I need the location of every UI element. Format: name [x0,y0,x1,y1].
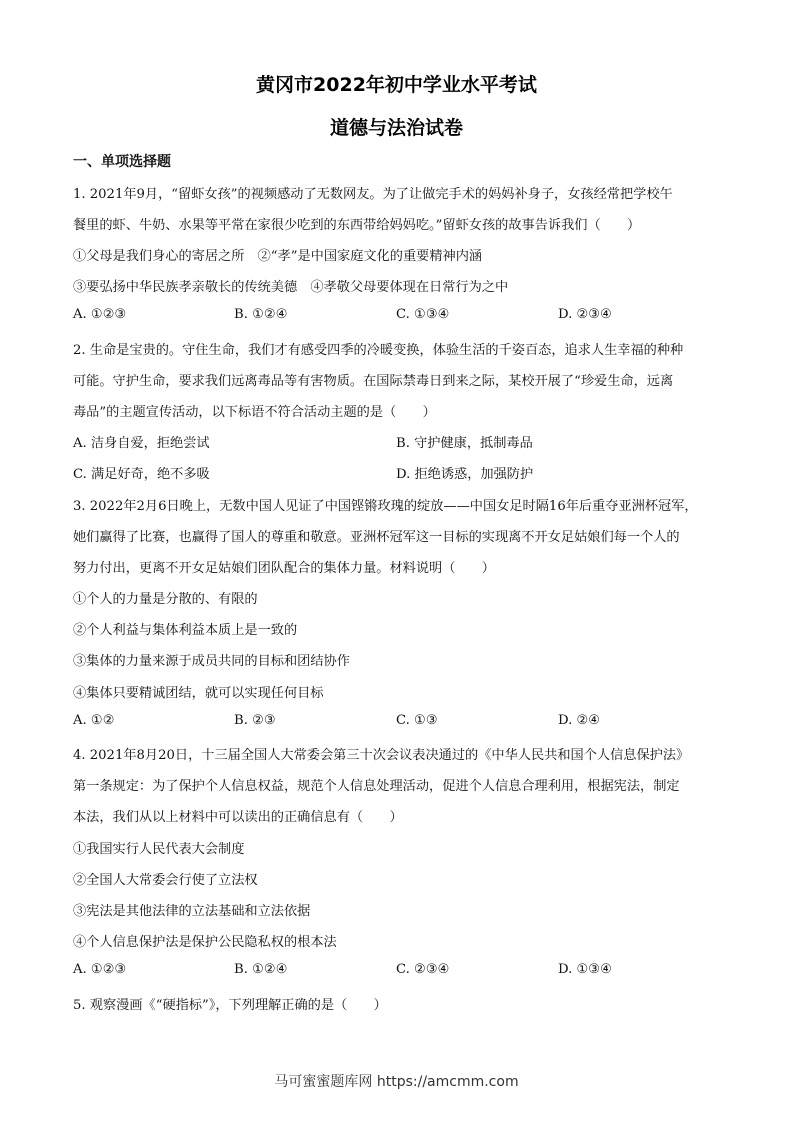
question-3-option-a: A. ①② [73,713,115,728]
question-1-item-line: ①父母是我们身心的寄居之所 ②“孝”是中国家庭文化的重要精神内涵 [73,249,483,264]
exam-subtitle: 道德与法治试卷 [329,117,463,139]
question-4-item-line: ④个人信息保护法是保护公民隐私权的根本法 [73,935,337,950]
question-1-stem-line: 餐里的虾、牛奶、水果等平常在家很少吃到的东西带给妈妈吃。”留虾女孩的故事告诉我们（ ） [73,218,641,233]
question-3-item-line: ②个人利益与集体利益本质上是一致的 [73,623,298,638]
question-4-option-c: C. ②③④ [396,962,450,977]
question-1-option-b: B. ①②④ [234,307,288,322]
question-1-item-line: ③要弘扬中华民族孝亲敬长的传统美德 ④孝敬父母要体现在日常行为之中 [73,280,509,295]
question-3-stem-line: 努力付出，更离不开女足姑娘们团队配合的集体力量。材料说明（ ） [73,561,495,576]
question-3-item-line: ④集体只要精诚团结，就可以实现任何目标 [73,686,324,701]
question-3-item-line: ①个人的力量是分散的、有限的 [73,592,258,607]
question-4-item-line: ③宪法是其他法律的立法基础和立法依据 [73,904,311,919]
question-2-stem-line: 可能。守护生命，要求我们远离毒品等有害物质。在国际禁毒日到来之际，某校开展了“珍爱生命，远离 [73,374,674,389]
question-3-stem-line: 她们赢得了比赛，也赢得了国人的尊重和敬意。亚洲杯冠军这一目标的实现离不开女足姑娘们每一个人的 [73,530,680,545]
question-2-option-c: C. 满足好奇，绝不多吸 [73,467,210,482]
question-5-stem-line: 5. 观察漫画《“硬指标”》，下列理解正确的是（ ） [73,998,387,1013]
question-2-stem-line: 2. 生命是宝贵的。守住生命，我们才有感受四季的冷暖变换，体验生活的千姿百态，追求人生幸福的种种 [73,343,684,358]
question-1-option-d: D. ②③④ [558,307,612,322]
question-4-stem-line: 4. 2021年8月20日，十三届全国人大常委会第三十次会议表决通过的《中华人民共和国个人信息保护法》 [73,748,690,763]
question-2-stem-line: 毒品”的主题宣传活动，以下标语不符合活动主题的是（ ） [73,405,436,420]
question-2-option-a: A. 洁身自爱，拒绝尝试 [73,436,210,451]
question-1-stem-line: 1. 2021年9月，“留虾女孩”的视频感动了无数网友。为了让做完手术的妈妈补身子，女孩经常把学校午 [73,187,673,202]
question-2-option-b: B. 守护健康，抵制毒品 [396,436,533,451]
question-4-option-a: A. ①②③ [73,962,127,977]
question-1-option-c: C. ①③④ [396,307,450,322]
question-4-item-line: ②全国人大常委会行使了立法权 [73,873,258,888]
question-4-stem-line: 本法，我们从以上材料中可以读出的正确信息有（ ） [73,810,403,825]
question-4-item-line: ①我国实行人民代表大会制度 [73,842,245,857]
question-3-stem-line: 3. 2022年2月6日晚上，无数中国人见证了中国铿锵玫瑰的绽放——中国女足时隔16年后重夺亚洲杯冠军， [73,499,698,514]
question-2-option-d: D. 拒绝诱惑，加强防护 [396,467,534,482]
section-heading: 一、单项选择题 [73,154,171,170]
exam-title: 黄冈市2022年初中学业水平考试 [256,74,537,96]
question-4-option-d: D. ①③④ [558,962,612,977]
question-3-option-d: D. ②④ [558,713,601,728]
page-footer: 马可蜜蜜题库网 https://amcmm.com [274,1074,519,1090]
question-4-option-b: B. ①②④ [234,962,288,977]
question-3-option-c: C. ①③ [396,713,438,728]
question-3-option-b: B. ②③ [234,713,276,728]
question-3-item-line: ③集体的力量来源于成员共同的目标和团结协作 [73,654,350,669]
question-4-stem-line: 第一条规定：为了保护个人信息权益，规范个人信息处理活动，促进个人信息合理利用，根据宪法，制定 [73,779,680,794]
question-1-option-a: A. ①②③ [73,307,127,322]
